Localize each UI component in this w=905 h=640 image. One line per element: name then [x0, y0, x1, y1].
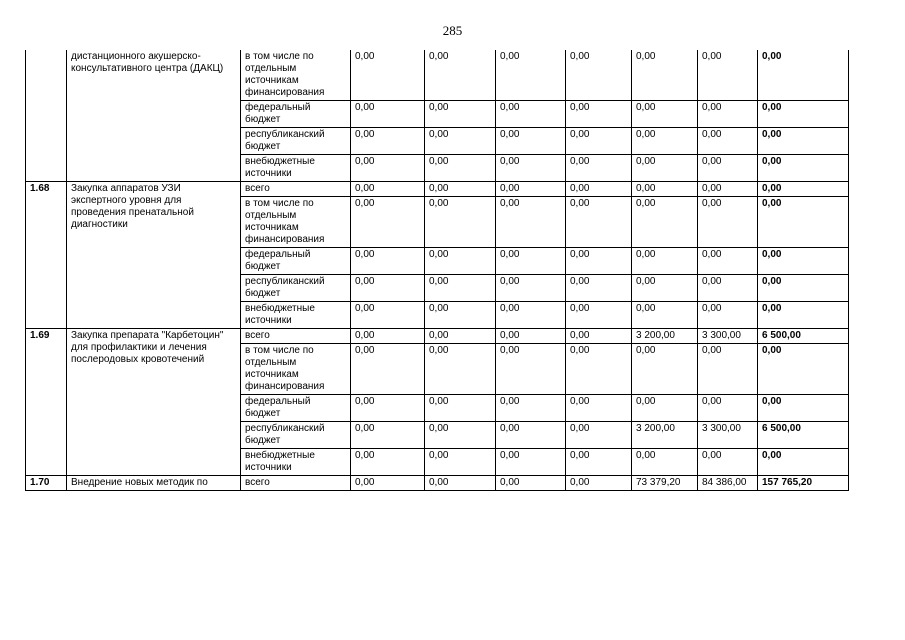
value-cell: 0,00	[566, 182, 632, 197]
value-cell: 0,00	[632, 197, 698, 248]
value-cell: 3 300,00	[698, 422, 758, 449]
item-name-cell: Закупка аппаратов УЗИ экспертного уровня для проведения пренатальной диагностики	[67, 182, 241, 329]
value-cell: 0,00	[632, 182, 698, 197]
value-cell: 0,00	[698, 128, 758, 155]
value-cell: 0,00	[566, 395, 632, 422]
value-cell: 0,00	[632, 50, 698, 101]
total-cell: 6 500,00	[758, 422, 849, 449]
row-number-cell	[26, 50, 67, 182]
total-cell: 0,00	[758, 155, 849, 182]
value-cell: 0,00	[496, 302, 566, 329]
value-cell: 0,00	[496, 422, 566, 449]
table-row	[26, 182, 849, 197]
value-cell: 0,00	[632, 395, 698, 422]
total-cell: 0,00	[758, 197, 849, 248]
value-cell: 0,00	[566, 155, 632, 182]
source-cell: федеральный бюджет	[241, 101, 351, 128]
value-cell: 0,00	[425, 302, 496, 329]
value-cell: 0,00	[425, 344, 496, 395]
value-cell: 0,00	[632, 128, 698, 155]
value-cell: 0,00	[425, 197, 496, 248]
value-cell: 0,00	[351, 422, 425, 449]
value-cell: 0,00	[496, 182, 566, 197]
source-cell: всего	[241, 476, 351, 491]
page-number: 285	[442, 23, 463, 38]
value-cell: 0,00	[566, 101, 632, 128]
value-cell: 0,00	[566, 128, 632, 155]
total-cell: 0,00	[758, 395, 849, 422]
value-cell: 0,00	[496, 128, 566, 155]
value-cell: 0,00	[566, 197, 632, 248]
total-cell: 0,00	[758, 449, 849, 476]
total-cell: 0,00	[758, 50, 849, 101]
value-cell: 0,00	[496, 395, 566, 422]
value-cell: 0,00	[698, 395, 758, 422]
source-cell: республиканский бюджет	[241, 275, 351, 302]
total-cell: 0,00	[758, 302, 849, 329]
value-cell: 0,00	[698, 50, 758, 101]
value-cell: 0,00	[425, 248, 496, 275]
table-row	[26, 476, 849, 491]
value-cell: 0,00	[425, 50, 496, 101]
value-cell: 0,00	[351, 197, 425, 248]
total-cell: 0,00	[758, 101, 849, 128]
value-cell: 0,00	[566, 476, 632, 491]
value-cell: 3 200,00	[632, 422, 698, 449]
value-cell: 0,00	[351, 248, 425, 275]
value-cell: 0,00	[496, 344, 566, 395]
value-cell: 0,00	[698, 248, 758, 275]
item-name-cell: Внедрение новых методик по	[67, 476, 241, 491]
value-cell: 0,00	[632, 344, 698, 395]
value-cell: 0,00	[496, 329, 566, 344]
value-cell: 0,00	[496, 449, 566, 476]
value-cell: 0,00	[698, 197, 758, 248]
source-cell: федеральный бюджет	[241, 248, 351, 275]
source-cell: республиканский бюджет	[241, 422, 351, 449]
source-cell: республиканский бюджет	[241, 128, 351, 155]
value-cell: 0,00	[496, 197, 566, 248]
value-cell: 0,00	[698, 101, 758, 128]
value-cell: 0,00	[351, 329, 425, 344]
value-cell: 0,00	[698, 449, 758, 476]
total-cell: 0,00	[758, 344, 849, 395]
value-cell: 0,00	[425, 329, 496, 344]
value-cell: 0,00	[425, 101, 496, 128]
value-cell: 0,00	[566, 275, 632, 302]
value-cell: 0,00	[351, 344, 425, 395]
row-number-cell: 1.70	[26, 476, 67, 491]
source-cell: в том числе по отдельным источникам финансирования	[241, 197, 351, 248]
source-cell: в том числе по отдельным источникам финансирования	[241, 344, 351, 395]
value-cell: 0,00	[425, 128, 496, 155]
source-cell: всего	[241, 329, 351, 344]
value-cell: 0,00	[566, 422, 632, 449]
value-cell: 0,00	[351, 302, 425, 329]
value-cell: 0,00	[496, 476, 566, 491]
value-cell: 0,00	[632, 302, 698, 329]
value-cell: 0,00	[698, 275, 758, 302]
value-cell: 0,00	[425, 275, 496, 302]
value-cell: 0,00	[351, 101, 425, 128]
item-name-cell: Закупка препарата "Карбетоцин" для профилактики и лечения послеродовых кровотечений	[67, 329, 241, 476]
value-cell: 0,00	[496, 155, 566, 182]
value-cell: 73 379,20	[632, 476, 698, 491]
total-cell: 0,00	[758, 248, 849, 275]
value-cell: 0,00	[351, 50, 425, 101]
value-cell: 0,00	[566, 248, 632, 275]
value-cell: 0,00	[698, 344, 758, 395]
source-cell: внебюджетные источники	[241, 302, 351, 329]
value-cell: 0,00	[496, 248, 566, 275]
source-cell: федеральный бюджет	[241, 395, 351, 422]
total-cell: 6 500,00	[758, 329, 849, 344]
value-cell: 0,00	[351, 476, 425, 491]
total-cell: 0,00	[758, 128, 849, 155]
value-cell: 0,00	[566, 329, 632, 344]
value-cell: 0,00	[425, 182, 496, 197]
table-row	[26, 50, 849, 101]
value-cell: 0,00	[632, 275, 698, 302]
value-cell: 0,00	[425, 395, 496, 422]
value-cell: 0,00	[566, 449, 632, 476]
value-cell: 0,00	[351, 155, 425, 182]
table-body	[26, 50, 849, 491]
value-cell: 0,00	[632, 155, 698, 182]
value-cell: 84 386,00	[698, 476, 758, 491]
value-cell: 0,00	[351, 182, 425, 197]
value-cell: 0,00	[698, 182, 758, 197]
item-name-cell: дистанционного акушерско-консультативного центра (ДАКЦ)	[67, 50, 241, 182]
value-cell: 0,00	[351, 395, 425, 422]
value-cell: 0,00	[566, 344, 632, 395]
value-cell: 0,00	[632, 449, 698, 476]
source-cell: внебюджетные источники	[241, 155, 351, 182]
value-cell: 0,00	[425, 155, 496, 182]
value-cell: 0,00	[425, 449, 496, 476]
value-cell: 0,00	[632, 101, 698, 128]
value-cell: 0,00	[566, 302, 632, 329]
table-row	[26, 329, 849, 344]
value-cell: 0,00	[496, 275, 566, 302]
value-cell: 0,00	[566, 50, 632, 101]
value-cell: 0,00	[351, 275, 425, 302]
value-cell: 0,00	[496, 101, 566, 128]
row-number-cell: 1.69	[26, 329, 67, 476]
value-cell: 0,00	[351, 449, 425, 476]
total-cell: 0,00	[758, 182, 849, 197]
value-cell: 0,00	[425, 476, 496, 491]
total-cell: 157 765,20	[758, 476, 849, 491]
value-cell: 0,00	[425, 422, 496, 449]
source-cell: всего	[241, 182, 351, 197]
row-number-cell: 1.68	[26, 182, 67, 329]
value-cell: 0,00	[698, 155, 758, 182]
total-cell: 0,00	[758, 275, 849, 302]
value-cell: 3 300,00	[698, 329, 758, 344]
source-cell: внебюджетные источники	[241, 449, 351, 476]
budget-table	[25, 50, 849, 491]
value-cell: 0,00	[698, 302, 758, 329]
source-cell: в том числе по отдельным источникам финансирования	[241, 50, 351, 101]
value-cell: 0,00	[632, 248, 698, 275]
value-cell: 3 200,00	[632, 329, 698, 344]
value-cell: 0,00	[496, 50, 566, 101]
value-cell: 0,00	[351, 128, 425, 155]
